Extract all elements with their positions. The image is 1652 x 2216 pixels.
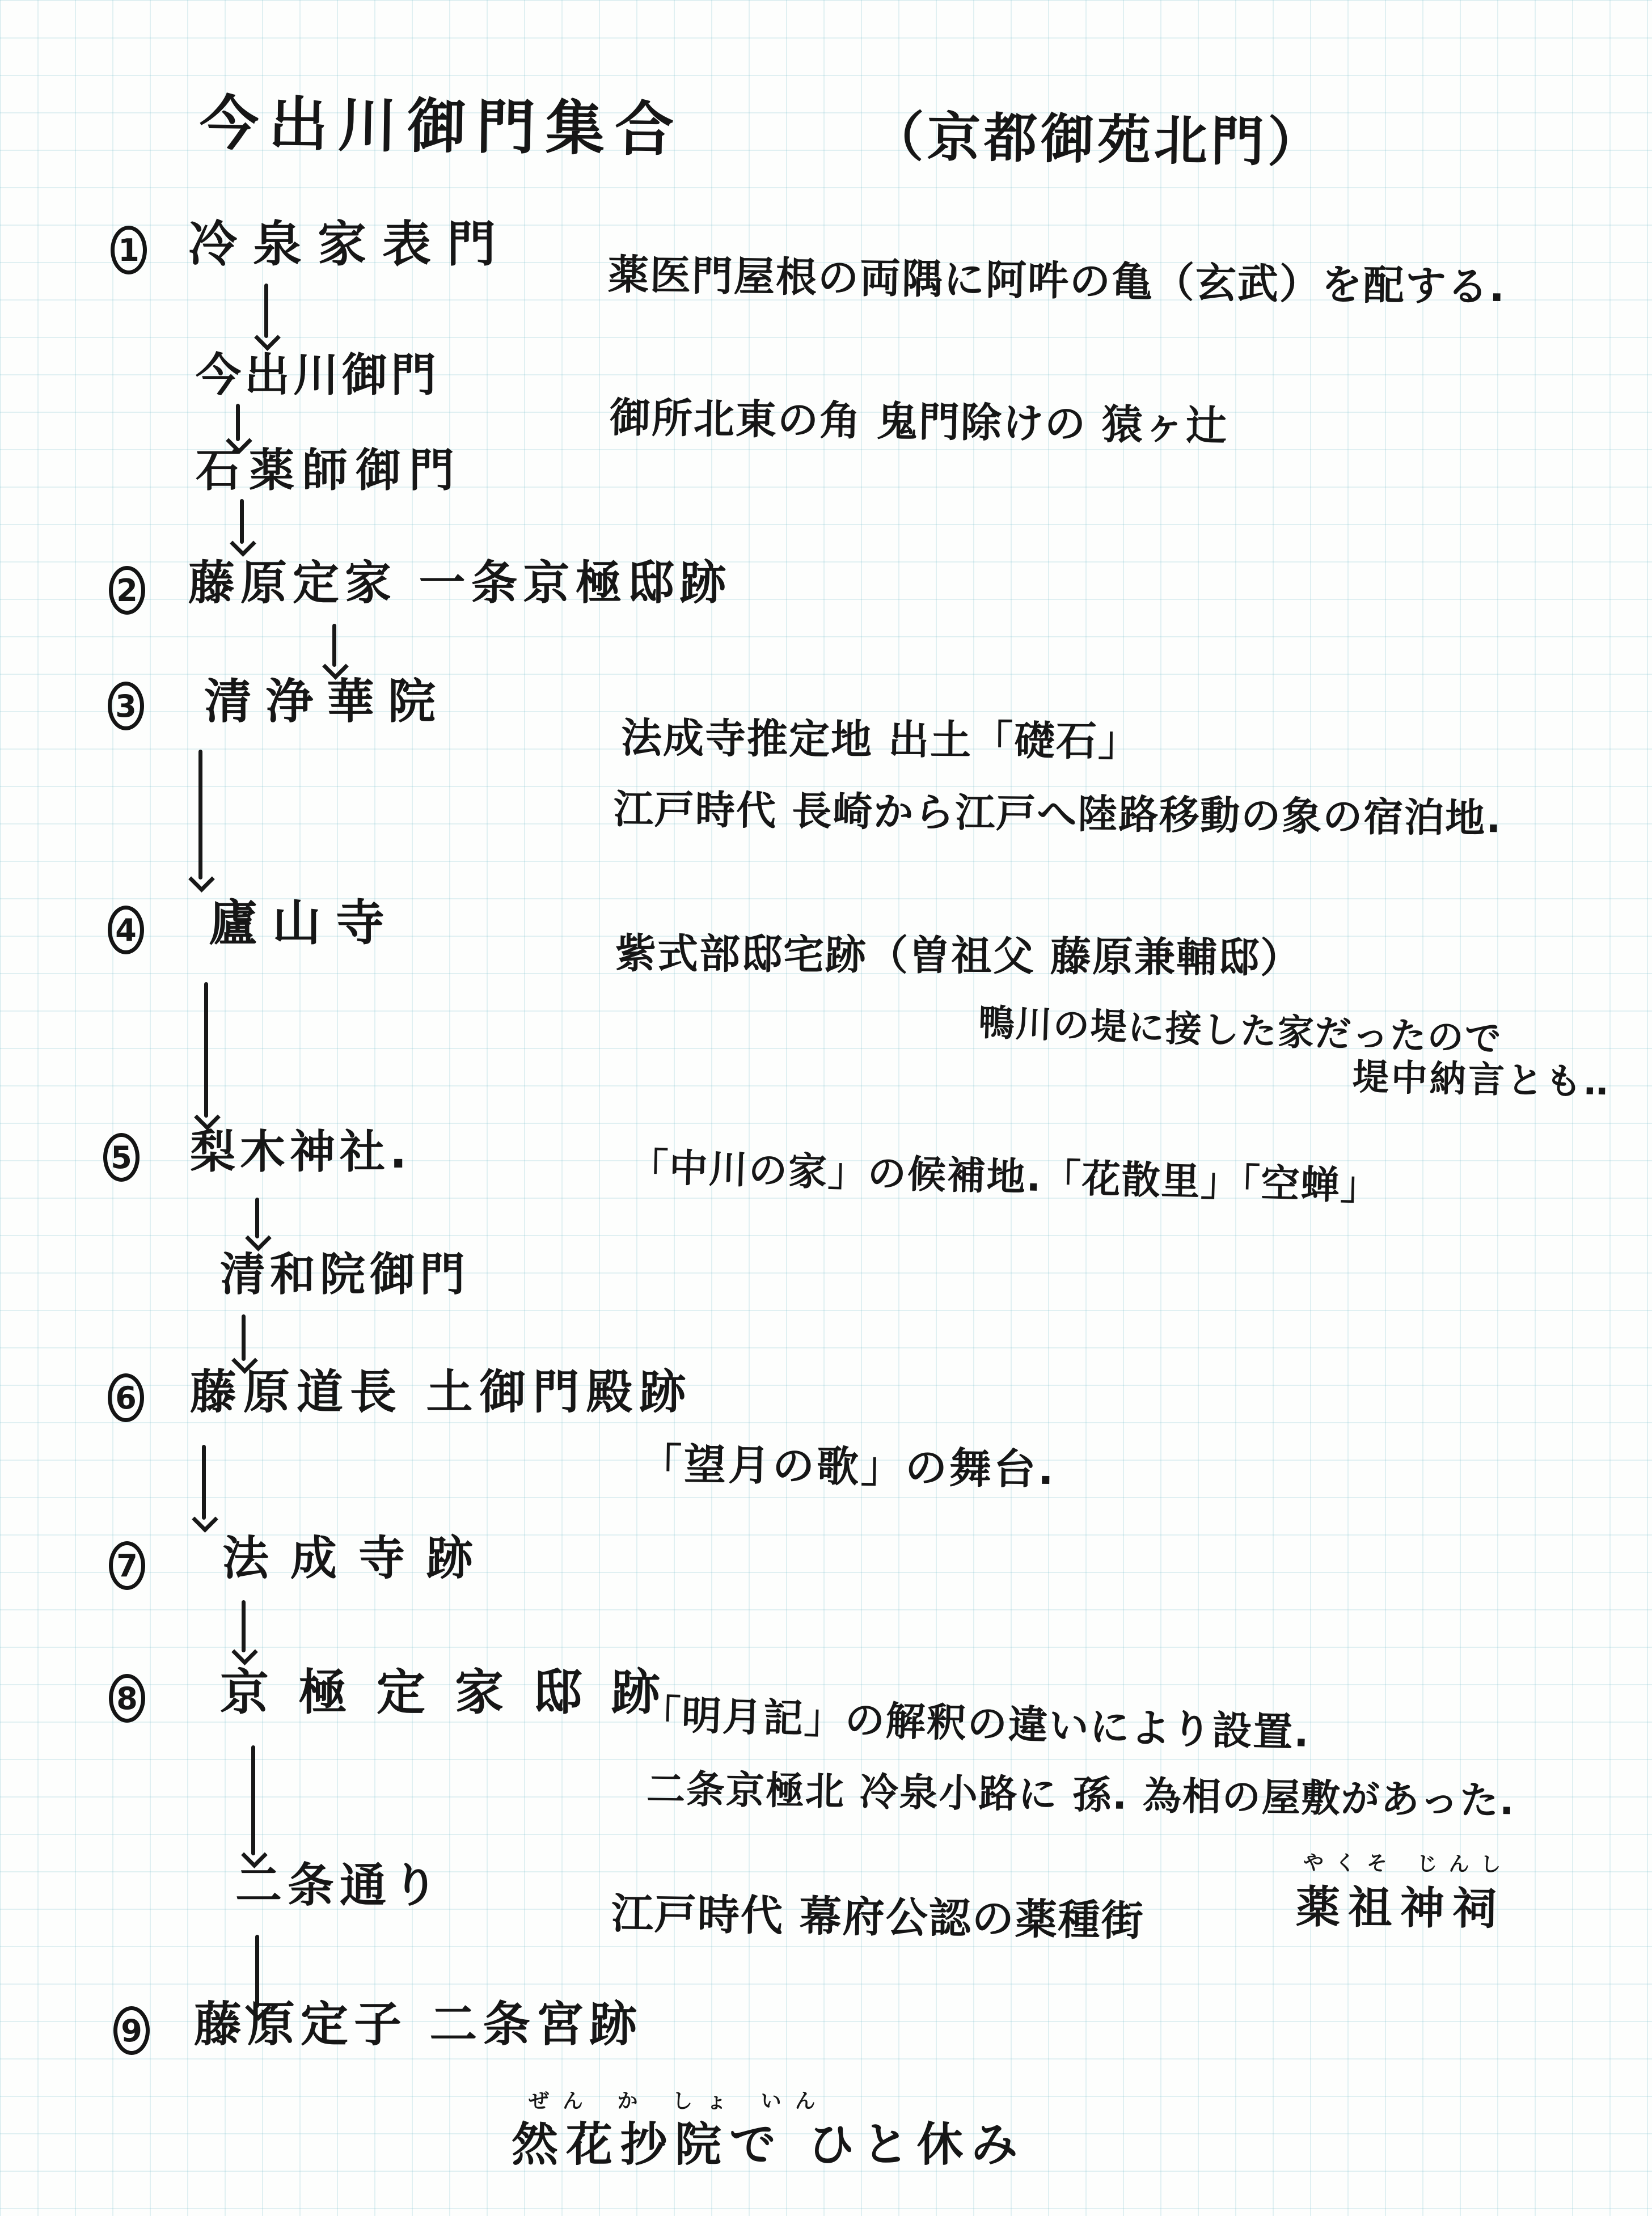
note-sarugatsuji: 御所北東の角 鬼門除けの 猿ヶ辻 (609, 394, 1228, 450)
flow-arrow (254, 284, 279, 347)
stop-number-badge (108, 682, 144, 730)
rest-zenkashoin: 然花抄院で ひと休み (512, 2118, 1026, 2172)
stop-number-badge (109, 566, 145, 615)
page-subtitle: （京都御苑北門） (870, 106, 1325, 175)
stop-name-kyogoku-teika: 京極定家邸跡 (220, 1664, 690, 1721)
flow-arrow (245, 1198, 270, 1247)
note-yakuimon-kame: 薬医門屋根の両隅に阿吽の亀（玄武）を配する. (607, 251, 1506, 311)
note-yakushugai: 江戸時代 幕府公認の薬種街 (611, 1889, 1145, 1946)
stop-number: 3 (115, 688, 137, 724)
note-elephant-lodging: 江戸時代 長崎から江戸へ陸路移動の象の宿泊地. (613, 786, 1503, 842)
stop-number-badge (111, 226, 147, 274)
stop-name-nashinoki: 梨木神社. (190, 1126, 412, 1178)
shrine-yakuso-jinshi: 薬祖神祠 (1295, 1882, 1505, 1935)
note-murasaki-residence: 紫式部邸宅跡（曽祖父 藤原兼輔邸） (615, 929, 1303, 982)
flow-arrow (231, 1600, 256, 1661)
stop-number: 9 (121, 2012, 142, 2049)
flow-arrow (188, 750, 213, 889)
flow-arrow (194, 982, 219, 1127)
stop-name-teishi-nijo: 藤原定子 二条宮跡 (194, 1997, 643, 2052)
stop-name-seiwain-gomon: 清和院御門 (220, 1248, 470, 1301)
flow-arrow (230, 499, 255, 553)
stop-number: 7 (116, 1547, 138, 1584)
stop-number: 6 (115, 1380, 137, 1416)
note-kamogawa-house: 鴨川の堤に接した家だったので (977, 1002, 1503, 1061)
stop-number: 4 (115, 912, 137, 948)
page-title: 今出川御門集合 (199, 88, 685, 164)
stop-number-badge (108, 906, 144, 954)
stop-number-badge (109, 1541, 145, 1590)
flow-arrow (322, 624, 347, 676)
stop-name-teika-ichijo: 藤原定家 一条京極邸跡 (188, 556, 732, 610)
stop-number-badge (113, 2006, 150, 2055)
stop-number: 2 (116, 572, 138, 608)
flow-arrow (226, 404, 251, 450)
shrine-furigana: やくそ じんし (1303, 1851, 1512, 1877)
note-tamesuke-residence: 二条京極北 冷泉小路に 孫. 為相の屋敷があった. (646, 1767, 1516, 1824)
stop-name-hojoji-ato: 法成寺跡 (222, 1532, 495, 1585)
note-mochizuki-song: 「望月の歌」の舞台. (639, 1440, 1057, 1495)
stop-number-badge (109, 1674, 145, 1723)
flow-arrow (231, 1314, 256, 1370)
note-nakagawa-house: 「中川の家」の候補地.「花散里」「空蝉」 (628, 1145, 1381, 1210)
stop-name-ishiyakushi-gomon: 石薬師御門 (196, 444, 462, 497)
stop-name-imadegawa-gomon: 今出川御門 (196, 349, 440, 401)
note-soseki: 法成寺推定地 出土「礎石」 (620, 714, 1140, 766)
stop-name-rozanji: 廬山寺 (209, 895, 399, 951)
rest-furigana: ぜん か しょ いん (529, 2090, 829, 2113)
note-meigetsuki: 「明月記」の解釈の違いにより設置. (640, 1691, 1311, 1756)
stop-number: 1 (118, 232, 140, 268)
flow-arrow (241, 1745, 266, 1864)
flow-arrow (192, 1445, 217, 1529)
stop-name-michinaga-tsuchimikado: 藤原道長 土御門殿跡 (190, 1365, 693, 1419)
stop-name-shojokein: 清浄華院 (204, 674, 450, 729)
stop-number-badge (108, 1373, 144, 1422)
stop-number: 5 (111, 1139, 132, 1175)
stop-number-badge (103, 1133, 140, 1182)
note-tsutsumi-chunagon: 堤中納言とも‥ (1352, 1056, 1611, 1104)
stop-name-nijo-dori: 二条通り (235, 1859, 445, 1913)
stop-number: 8 (116, 1680, 138, 1716)
stop-name-reizeike: 冷泉家表門 (188, 216, 512, 273)
